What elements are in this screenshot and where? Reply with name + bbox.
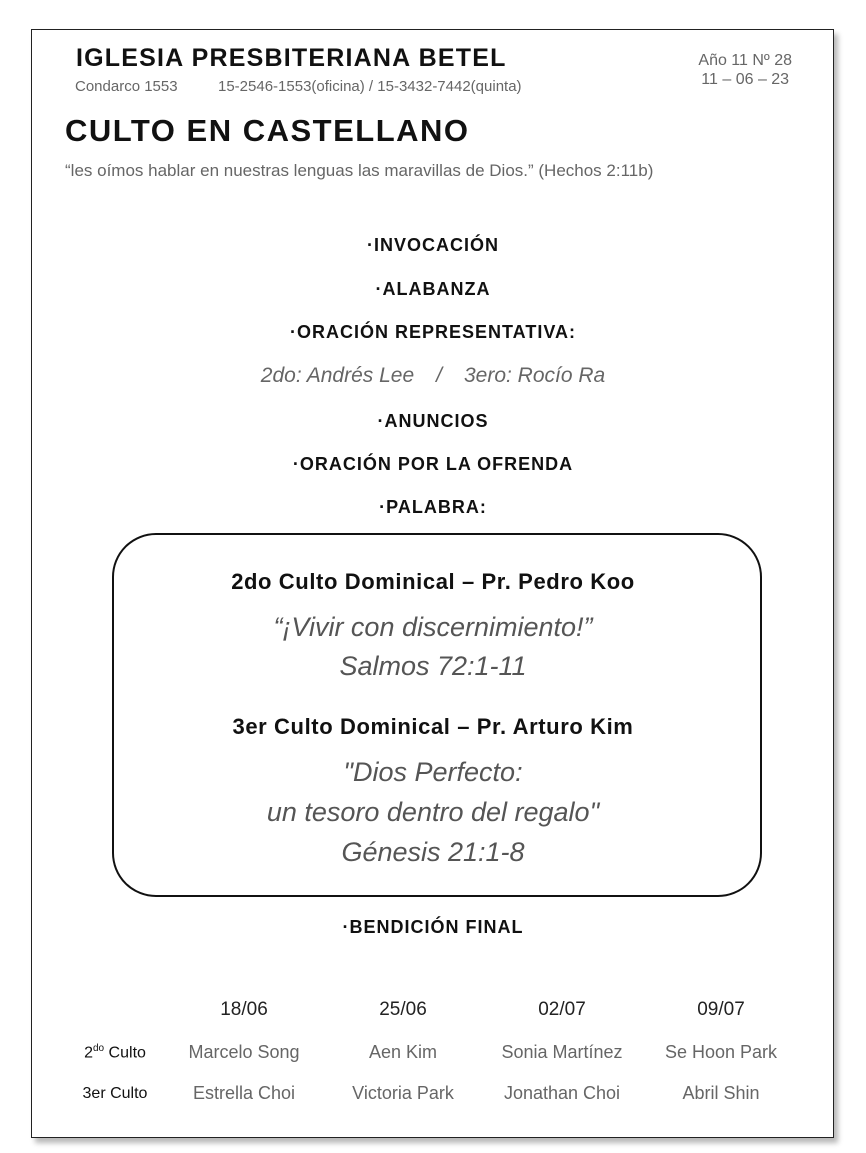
- sermon-title-3er-line2: un tesoro dentro del regalo": [266, 797, 600, 827]
- schedule-date: 02/07: [538, 999, 586, 1020]
- schedule-cell: Victoria Park: [352, 1083, 454, 1103]
- schedule-date: 25/06: [379, 999, 427, 1020]
- schedule-cell: Jonathan Choi: [503, 1083, 621, 1103]
- order-alabanza: ·ALABANZA: [375, 279, 491, 299]
- sermon-title-2do: “¡Vivir con discernimiento!”: [273, 612, 593, 642]
- prayer-3ero: 3ero: Rocío Ra: [463, 364, 606, 387]
- prayer-2do: 2do: Andrés Lee: [260, 364, 415, 387]
- schedule-date: 09/07: [697, 999, 745, 1020]
- sermon-passage-3er: Génesis 21:1-8: [341, 837, 525, 867]
- order-palabra: ·PALABRA:: [379, 497, 487, 517]
- order-oracion-representativa: ·ORACIÓN REPRESENTATIVA:: [289, 322, 576, 342]
- sermon-passage-2do: Salmos 72:1-11: [339, 651, 527, 681]
- order-oracion-ofrenda: ·ORACIÓN POR LA OFRENDA: [292, 454, 574, 474]
- schedule-cell: Marcelo Song: [188, 1042, 300, 1062]
- sermon-heading-2do: 2do Culto Dominical – Pr. Pedro Koo: [231, 569, 635, 594]
- prayer-separator: /: [436, 364, 442, 387]
- order-anuncios: ·ANUNCIOS: [377, 411, 489, 431]
- schedule-row-label-2do: $2^{do}$ Culto: [84, 1043, 146, 1062]
- church-address: Condarco 1553: [75, 78, 178, 95]
- schedule-cell: Aen Kim: [368, 1042, 438, 1062]
- church-phones: 15-2546-1553(oficina) / 15-3432-7442(quinta): [218, 78, 522, 95]
- schedule-cell: Estrella Choi: [192, 1083, 296, 1103]
- issue-number: Año 11 Nº 28: [698, 52, 792, 69]
- schedule-cell: Se Hoon Park: [664, 1042, 778, 1062]
- sermon-title-3er-line1: "Dios Perfecto:: [343, 757, 523, 787]
- prayer-leaders: [0, 364, 866, 388]
- schedule-row-label-3er: 3er Culto: [82, 1085, 148, 1102]
- sermon-heading-3er: 3er Culto Dominical – Pr. Arturo Kim: [232, 714, 634, 739]
- order-invocacion: ·INVOCACIÓN: [367, 235, 499, 255]
- schedule-date: 18/06: [220, 999, 268, 1020]
- issue-info: [698, 51, 792, 89]
- page-title: CULTO EN CASTELLANO: [65, 113, 470, 148]
- bible-verse: “les oímos hablar en nuestras lenguas las maravillas de Dios.” (Hechos 2:11b): [65, 161, 654, 180]
- schedule-cell: Abril Shin: [682, 1083, 760, 1103]
- order-bendicion-final: ·BENDICIÓN FINAL: [342, 917, 524, 937]
- church-name: IGLESIA PRESBITERIANA BETEL: [76, 44, 507, 72]
- schedule-cell: Sonia Martínez: [501, 1042, 623, 1062]
- issue-date: 11 – 06 – 23: [701, 71, 790, 88]
